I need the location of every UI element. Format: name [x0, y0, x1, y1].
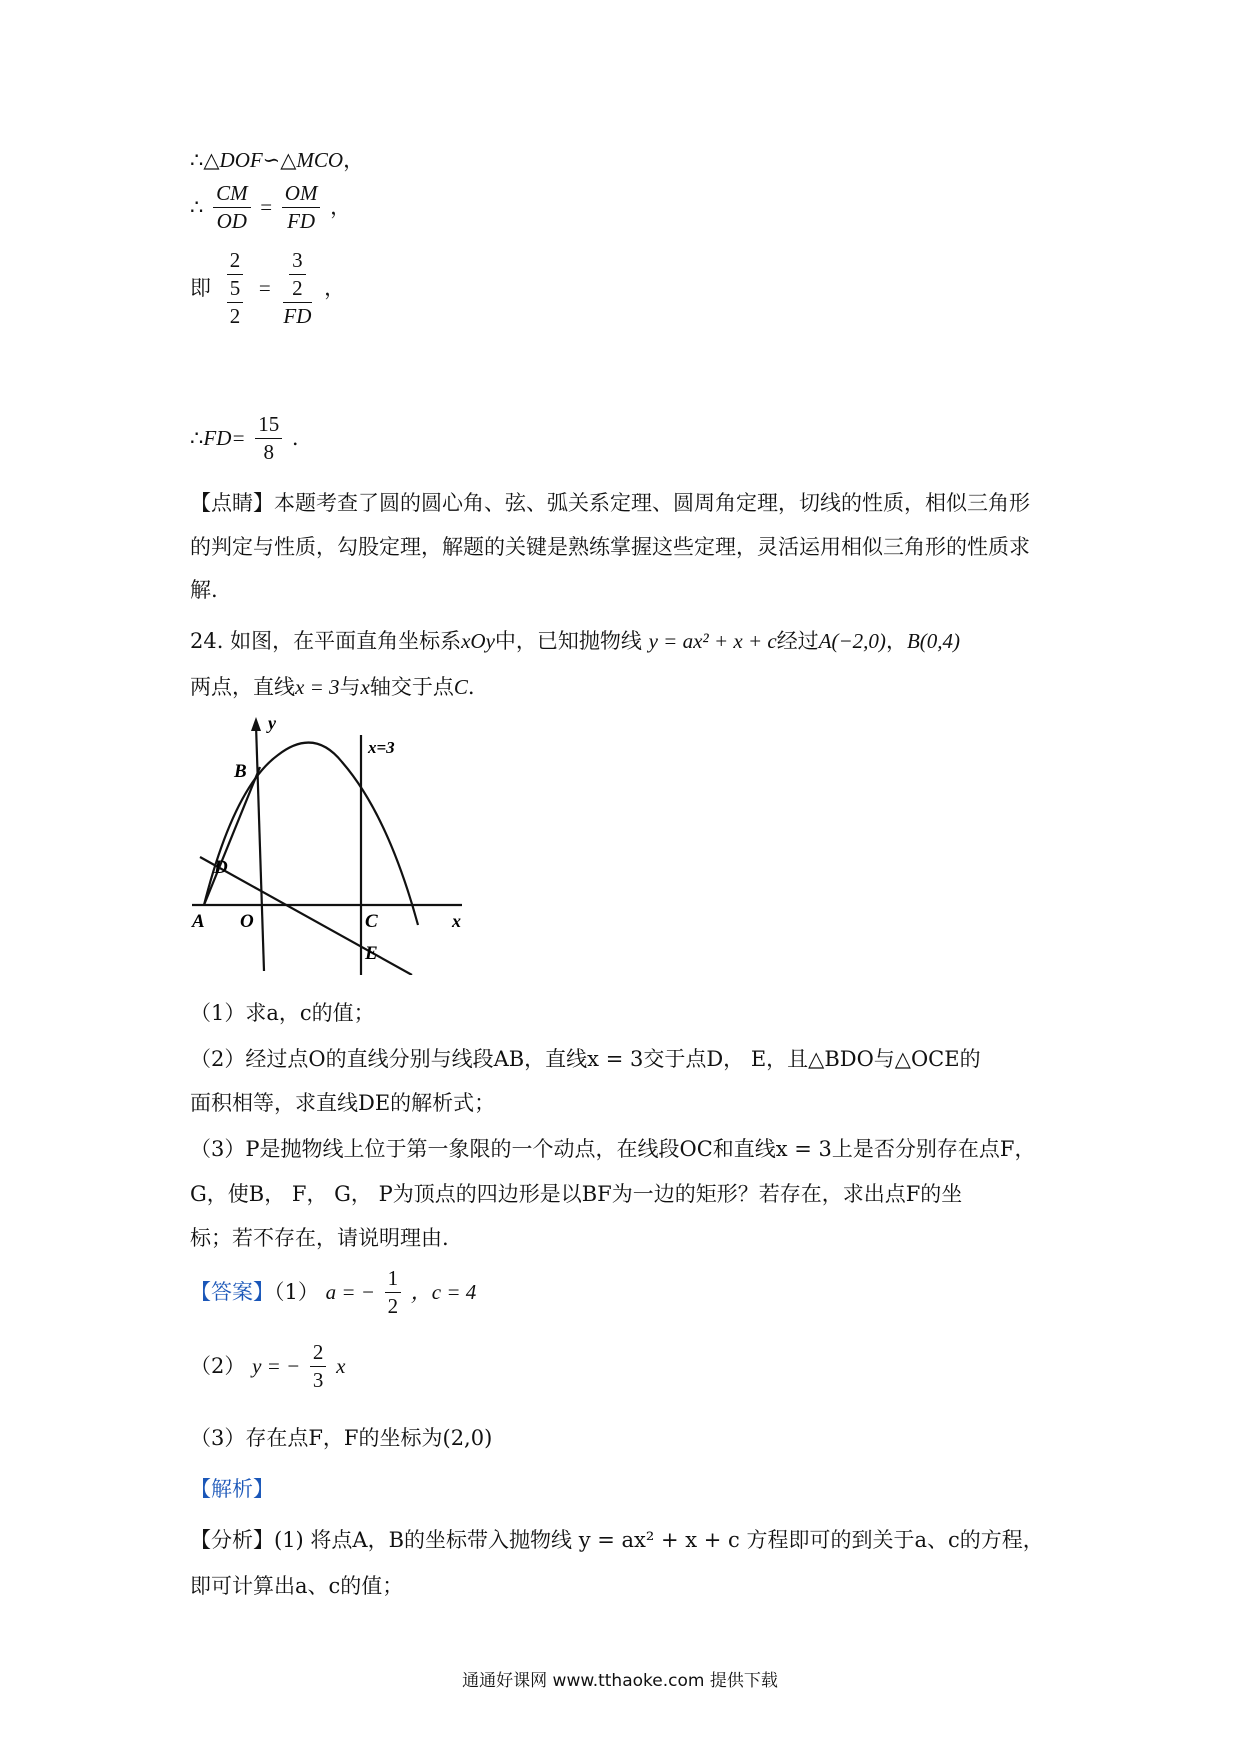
problem-line-1: 24. 如图，在平面直角坐标系xOy中，已知抛物线 y = ax² + x + c经过A(−2,0)，B(0,4)	[190, 629, 961, 653]
label-b: B	[234, 761, 247, 782]
label-x: x	[452, 911, 461, 931]
comment-line-1: 【点睛】本题考查了圆的圆心角、弦、弧关系定理、圆周角定理，切线的性质，相似三角形	[190, 491, 1030, 515]
answer-3: （3）存在点F，F的坐标为(2,0)	[190, 1426, 493, 1450]
problem-number: 24.	[190, 629, 224, 653]
analysis-line-1: 【分析】(1) 将点A，B的坐标带入抛物线 y = ax² + x + c 方程即可的到关于a、c的方程，	[190, 1528, 1044, 1552]
label-e: E	[365, 943, 378, 964]
label-y: y	[268, 715, 276, 733]
sub-frac-left: $\frac{2}{\frac{5}{2}}$	[221, 250, 250, 327]
answer-label: 【答案】	[190, 1280, 274, 1304]
segment-ab	[204, 767, 260, 905]
result-line: ∴FD= $\frac{15}{8}$ .	[190, 412, 299, 464]
analysis-line-2: 即可计算出a、c的值；	[190, 1574, 404, 1598]
problem-line-2: 两点，直线x = 3与x轴交于点C.	[190, 675, 475, 699]
question-3-line-3: 标；若不存在，请说明理由.	[190, 1226, 449, 1250]
substitution-line: 即 $\frac{2}{\frac{5}{2}}$ = $\frac{\frac{3}{2}}{FD}$ ，	[190, 248, 346, 328]
label-d: D	[214, 857, 228, 878]
question-3-line-1: （3）P是抛物线上位于第一象限的一个动点，在线段OC和直线x = 3上是否分别存在点F，	[190, 1137, 1036, 1161]
ratio-frac-right: $\frac{OM}{FD}$	[282, 183, 321, 232]
label-o: O	[240, 911, 254, 932]
ratio-frac-left: $\frac{CM}{OD}$	[213, 183, 251, 232]
analysis-sub-label: 【分析】	[190, 1528, 274, 1552]
question-2-line-1: （2）经过点O的直线分别与线段AB，直线x = 3交于点D， E，且△BDO与△OCE的	[190, 1047, 981, 1071]
answer-1-frac: $\frac{1}{2}$	[385, 1268, 402, 1317]
comment-line-2: 的判定与性质，勾股定理，解题的关键是熟练掌握这些定理，灵活运用相似三角形的性质求	[190, 535, 1030, 559]
page-footer: 通通好课网 www.tthaoke.com 提供下载	[462, 1671, 778, 1691]
ratio-line: ∴ $\frac{CM}{OD}$ = $\frac{OM}{FD}$ ，	[190, 181, 352, 233]
sub-frac-right: $\frac{\frac{3}{2}}{FD}$	[283, 248, 312, 328]
answer-1: 【答案】（1） a = − $\frac{1}{2}$ ，c = 4	[190, 1266, 477, 1318]
result-frac: $\frac{15}{8}$	[255, 414, 282, 463]
question-3-line-2: G，使B， F， G， P为顶点的四边形是以BF为一边的矩形？若存在，求出点F的坐	[190, 1182, 963, 1206]
question-1: （1）求a，c的值；	[190, 1001, 375, 1025]
y-axis	[256, 725, 264, 971]
parabola-figure	[190, 715, 480, 975]
question-2-line-2: 面积相等，求直线DE的解析式；	[190, 1091, 496, 1115]
label-a: A	[192, 911, 205, 932]
analysis-label: 【解析】	[190, 1477, 274, 1501]
answer-2: （2） y = − $\frac{2}{3}$ x	[190, 1340, 346, 1392]
comment-label: 【点睛】	[190, 491, 274, 515]
comment-line-3: 解.	[190, 578, 218, 602]
similar-triangles-line: ∴△DOF∽△MCO，	[190, 148, 365, 172]
similar-triangles-expr: △DOF∽△MCO	[203, 148, 344, 172]
answer-2-frac: $\frac{2}{3}$	[310, 1342, 327, 1391]
label-c: C	[365, 911, 378, 932]
line-de	[200, 857, 412, 975]
y-axis-arrow	[251, 717, 261, 731]
label-line-x3: x=3	[368, 738, 395, 757]
